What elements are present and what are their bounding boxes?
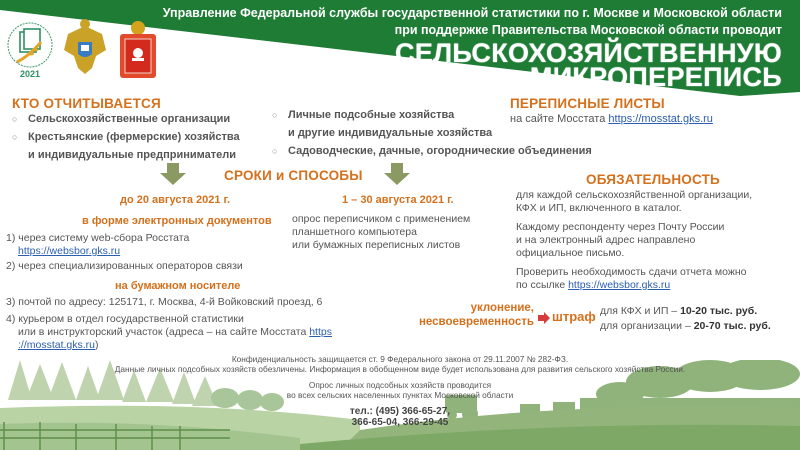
mosstat-link[interactable]: https [309, 326, 332, 338]
wheat-document-logo-icon [5, 20, 55, 80]
obligation-text: для каждой сельскохозяйственной организации, КФХ и ИП, включенного в каталог. Каждому респонденту через Почту России и на электронный адрес направлено официальное письмо. Проверить необходимость сдачи отчета можно по ссылке https://websbor.gks.ru [516, 189, 753, 291]
header-title-2: МИКРОПЕРЕПИСЬ [529, 62, 782, 92]
phone-numbers: тел.: (495) 366-65-27, 366-65-04, 366-29-45 [349, 406, 451, 428]
list-item: ○ Крестьянские (фермерские) хозяйства [12, 128, 240, 146]
paper-title: на бумажном носителе [115, 280, 241, 292]
double-headed-eagle-emblem-icon [60, 16, 110, 80]
fine-word: штраф [552, 309, 596, 324]
list-item: и другие индивидуальные хозяйства [288, 127, 493, 139]
obligation-title: ОБЯЗАТЕЛЬНОСТЬ [586, 172, 720, 187]
electronic-option-1: 1) через систему web-сбора Росстата https://websbor.gks.ru [6, 232, 190, 257]
websbor-link[interactable]: https://websbor.gks.ru [568, 279, 671, 291]
header-line-2: при поддержке Правительства Московской области проводит [394, 23, 782, 37]
survey-note-2: во всех сельских населенных пунктах Московской области [286, 390, 514, 400]
interviewer-survey-text: опрос переписчиком с применением планшетного компьютера или бумажных переписных листов [292, 213, 471, 251]
fine-label: уклонение, несвоевременность [418, 302, 534, 328]
electronic-title: в форме электронных документов [82, 215, 272, 227]
confidentiality-note: Конфиденциальность защищается ст. 9 Федерального закона от 29.11.2007 № 282-ФЗ. [231, 354, 569, 364]
list-item: ○ Садоводческие, дачные, огороднические объединения [272, 142, 592, 160]
paper-option-4: 4) курьером в отдел государственной статистики или в инструкторский участок (адреса – на сайте Мосстата https ://mosstat.gks.ru) [6, 313, 332, 351]
websbor-link[interactable]: https://websbor.gks.ru [18, 245, 121, 257]
mosstat-link[interactable]: ://mosstat.gks.ru [18, 339, 96, 351]
fine-amounts: для КФХ и ИП – 10-20 тыс. руб. для организации – 20-70 тыс. руб. [600, 305, 771, 332]
circle-bullet-icon: ○ [272, 146, 278, 156]
left-deadline: до 20 августа 2021 г. [120, 194, 231, 206]
mo-coat-of-arms [116, 18, 160, 82]
header-line-1: Управление Федеральной службы государственной статистики по г. Москве и Московской области [162, 6, 782, 20]
paper-option-3: 3) почтой по адресу: 125171, г. Москва, 4-й Войковский проезд, 6 [6, 296, 323, 308]
anonymized-note: Данные личных подсобных хозяйств обезличены. Информация в обобщенном виде будет использована для развития сельского хозяйства России. [114, 364, 686, 374]
circle-bullet-icon: ○ [12, 132, 18, 142]
list-item: ○ Личные подсобные хозяйства [272, 106, 592, 124]
right-arrow-icon [538, 312, 550, 324]
who-reports-title: КТО ОТЧИТЫВАЕТСЯ [12, 96, 161, 111]
census-forms-title: ПЕРЕПИСНЫЕ ЛИСТЫ [510, 96, 665, 111]
list-item: и индивидуальные предприниматели [28, 149, 237, 161]
down-arrow-icon [384, 163, 410, 185]
svg-text:2021: 2021 [19, 69, 41, 79]
terms-title: СРОКИ и СПОСОБЫ [224, 168, 363, 183]
census-forms-text: на сайте Мосстата https://mosstat.gks.ru [510, 113, 713, 125]
circle-bullet-icon: ○ [12, 114, 18, 124]
moscow-oblast-coat-of-arms-icon [116, 18, 160, 82]
list-item: ○ Сельскохозяйственные организации [12, 110, 240, 128]
electronic-option-2: 2) через специализированных операторов связи [6, 260, 243, 272]
who-reports-list-left [12, 110, 240, 164]
census-logo [5, 20, 55, 80]
down-arrow-icon [160, 163, 186, 185]
mosstat-link[interactable]: https://mosstat.gks.ru [608, 113, 713, 125]
header-title-1: СЕЛЬСКОХОЗЯЙСТВЕННУЮ [395, 38, 782, 68]
rosstat-emblem [60, 16, 110, 80]
right-deadline: 1 – 30 августа 2021 г. [342, 194, 454, 206]
circle-bullet-icon: ○ [272, 110, 278, 120]
survey-note-1: Опрос личных подсобных хозяйств проводится [308, 380, 492, 390]
